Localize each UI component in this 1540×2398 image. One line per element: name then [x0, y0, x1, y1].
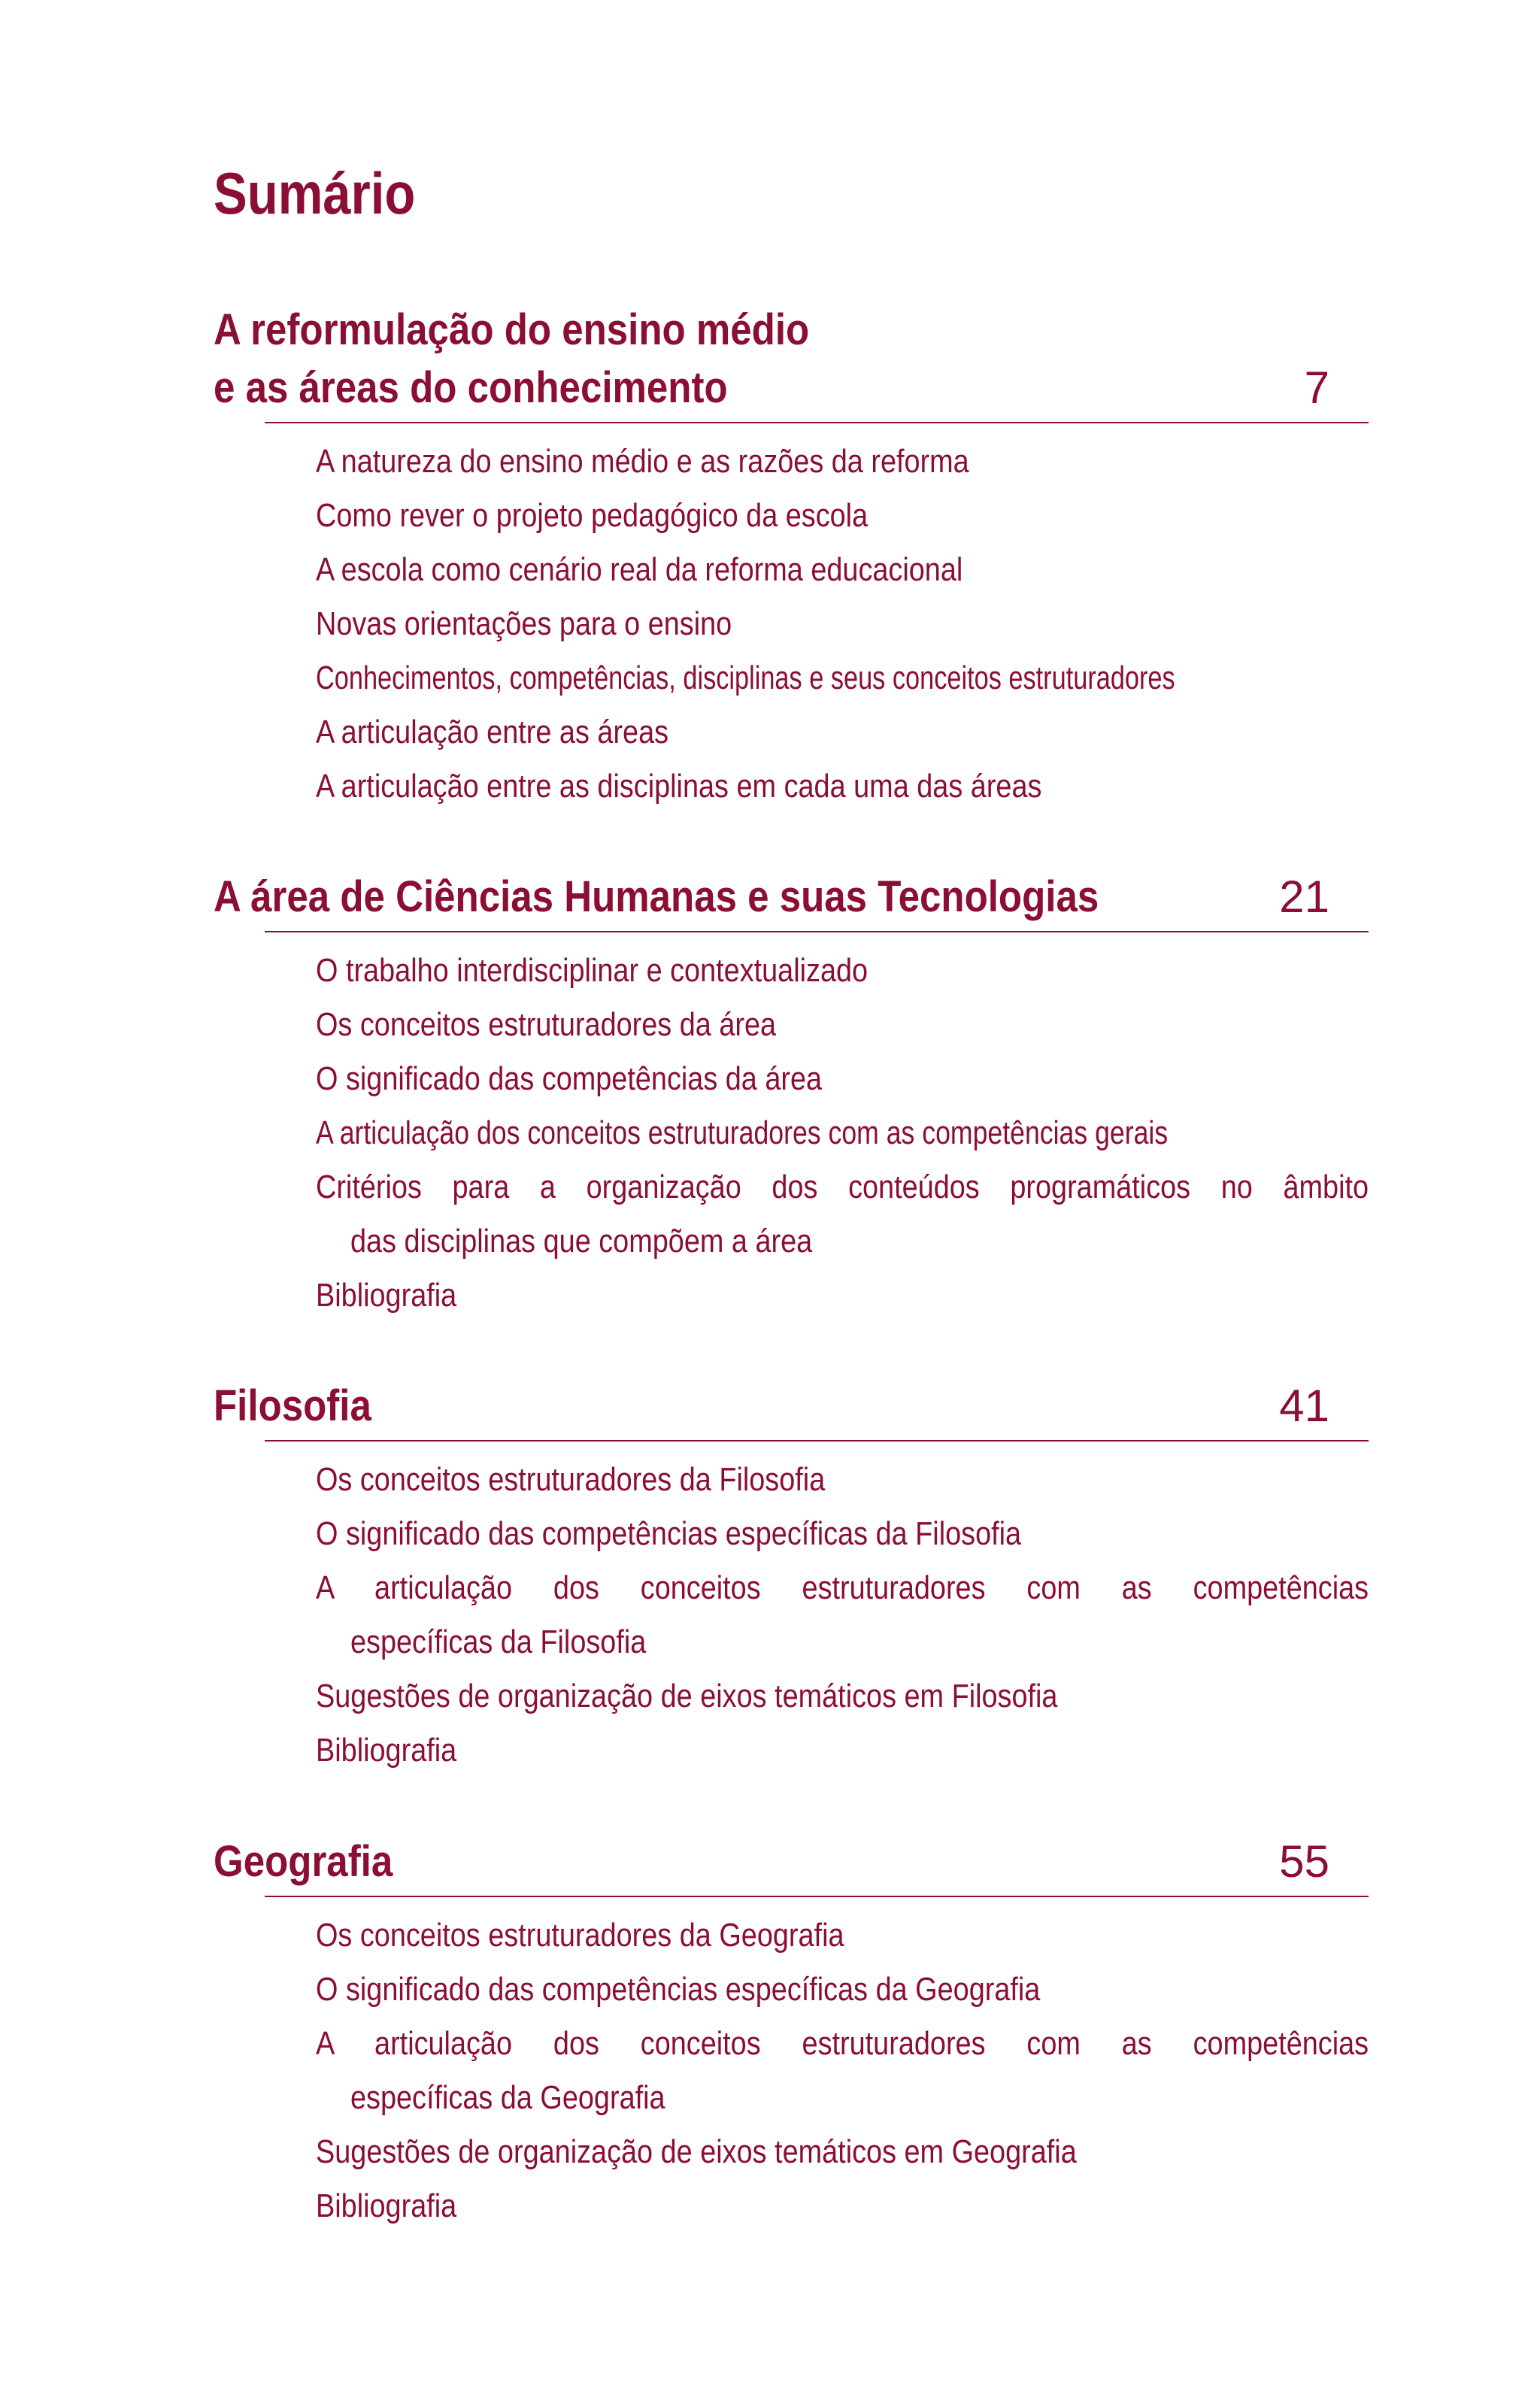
section-heading-text: Filosofia — [214, 1381, 371, 1430]
toc-subitems — [316, 1908, 1369, 2233]
toc-item[interactable]: A escola como cenário real da reforma educacional — [316, 551, 963, 588]
toc-item[interactable]: Conhecimentos, competências, disciplinas e seus conceitos estruturadores — [316, 659, 1175, 696]
section-heading[interactable] — [214, 1833, 1369, 1890]
toc-item[interactable]: A articulação dos conceitos estruturadores com as competências específicas da Geografia — [316, 2025, 1369, 2116]
toc-item[interactable]: Os conceitos estruturadores da Geografia — [316, 1917, 844, 1954]
toc-item[interactable]: A articulação dos conceitos estruturadores com as competências específicas da Filosofia — [316, 1569, 1369, 1660]
toc-item[interactable]: O significado das competências específicas da Geografia — [316, 1971, 1041, 2008]
section-divider — [265, 1440, 1369, 1442]
toc-item[interactable]: Os conceitos estruturadores da Filosofia — [316, 1461, 826, 1498]
section-page-number: 41 — [1279, 1381, 1329, 1431]
section-divider — [265, 1896, 1369, 1897]
section-page-number: 55 — [1279, 1836, 1329, 1887]
toc-item[interactable]: Novas orientações para o ensino — [316, 605, 732, 642]
section-heading[interactable] — [214, 1377, 1369, 1435]
toc-item[interactable]: Critérios para a organização dos conteúdos programáticos no âmbito das disciplinas que compõem a área — [316, 1169, 1369, 1260]
section-page-number: 7 — [1304, 362, 1329, 413]
toc-subitems — [316, 1453, 1369, 1778]
toc-section-ciencias-humanas — [214, 868, 1369, 1314]
toc-item[interactable]: Os conceitos estruturadores da área — [316, 1006, 777, 1043]
toc-item[interactable]: Bibliografia — [316, 2187, 457, 2224]
toc-item[interactable]: O significado das competências da área — [316, 1060, 823, 1097]
toc-item[interactable]: Bibliografia — [316, 1732, 457, 1769]
section-heading-line2: e as áreas do conhecimento — [214, 363, 728, 412]
section-heading-text: A área de Ciências Humanas e suas Tecnologias — [214, 872, 1099, 921]
section-heading-line1: A reformulação do ensino médio — [214, 305, 810, 354]
section-heading[interactable] — [214, 301, 1369, 359]
toc-section-filosofia — [214, 1377, 1369, 1769]
toc-section-geografia — [214, 1833, 1369, 2224]
toc-item[interactable]: A articulação dos conceitos estruturadores com as competências gerais — [316, 1114, 1169, 1151]
toc-item[interactable]: O significado das competências específicas da Filosofia — [316, 1515, 1022, 1552]
toc-item[interactable]: Sugestões de organização de eixos temáticos em Filosofia — [316, 1678, 1058, 1714]
section-heading[interactable] — [214, 868, 1369, 926]
toc-subitems — [316, 435, 1369, 814]
section-heading-text: Geografia — [214, 1837, 393, 1886]
toc-item[interactable]: A natureza do ensino médio e as razões da reforma — [316, 443, 969, 480]
toc-section-reformulacao — [214, 301, 1369, 805]
toc-item[interactable]: O trabalho interdisciplinar e contextualizado — [316, 952, 869, 989]
toc-item[interactable]: Bibliografia — [316, 1277, 457, 1314]
toc-subitems — [316, 944, 1369, 1323]
section-divider — [265, 931, 1369, 932]
section-page-number: 21 — [1279, 872, 1329, 922]
toc-item[interactable]: A articulação entre as disciplinas em cada uma das áreas — [316, 768, 1042, 805]
page-title: Sumário — [214, 160, 416, 226]
toc-item[interactable]: Sugestões de organização de eixos temáticos em Geografia — [316, 2133, 1077, 2170]
section-divider — [265, 422, 1369, 423]
toc-item[interactable]: A articulação entre as áreas — [316, 714, 669, 750]
section-heading[interactable] — [214, 359, 1369, 417]
toc-item[interactable]: Como rever o projeto pedagógico da escola — [316, 497, 869, 534]
